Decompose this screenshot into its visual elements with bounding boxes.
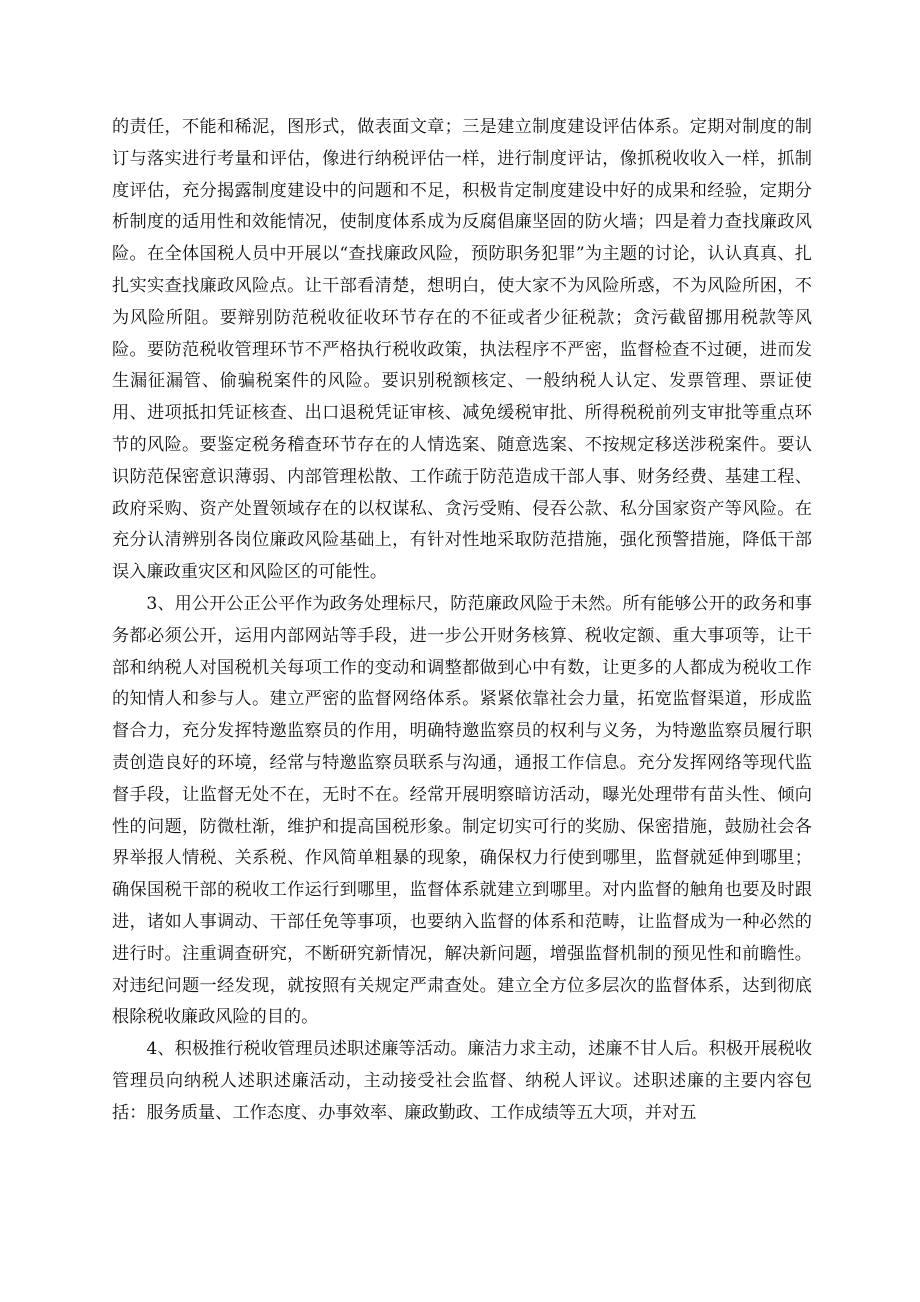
- paragraph-risk-control: 的责任，不能和稀泥，图形式，做表面文章；三是建立制度建设评估体系。定期对制度的制订与落实进行考量和评估，像进行纳税评估一样，进行制度评诂，像抓税收收入一样，抓制度评估，充分揭露制度建设中的问题和不足，积极肯定制度建设中好的成果和经验，定期分析制度的适用性和效能情况，使制度体系成为反腐倡廉坚固的防火墙；四是着力查找廉政风险。在全体国税人员中开展以“查找廉政风险，预防职务犯罪”为主题的讨论，认认真真、扎扎实实查找廉政风险点。让干部看清楚，想明白，使大家不为风险所惑，不为风险所困，不为风险所阻。要辩别防范税收征收环节存在的不征或者少征税款；贪污截留挪用税款等风险。要防范税收管理环节不严格执行税收政策，执法程序不严密，监督检查不过硬，进而发生漏征漏管、偷骗税案件的风险。要识别税额核定、一般纳税人认定、发票管理、票证使用、进项抵扣凭证核查、出口退税凭证审核、减免缓税审批、所得税税前列支审批等重点环节的风险。要鉴定税务稽查环节存在的人情选案、随意选案、不按规定移送涉税案件。要认识防范保密意识薄弱、内部管理松散、工作疏于防范造成干部人事、财务经费、基建工程、政府采购、资产处置领域存在的以权谋私、贪污受贿、侵吞公款、私分国家资产等风险。在充分认清辨别各岗位廉政风险基础上，有针对性地采取防范措施，强化预警措施，降低干部误入廉政重灾区和风险区的可能性。: [112, 117, 812, 583]
- paragraph-manager-report: 4、积极推行税收管理员述职述廉等活动。廉洁力求主动，述廉不甘人后。积极开展税收管理员向纳税人述职述廉活动，主动接受社会监督、纳税人评议。述职述廉的主要内容包括：服务质量、工作态度、办事效率、廉政勤政、工作成绩等五大项，并对五: [112, 1039, 812, 1123]
- paragraph-openness-supervision: 3、用公开公正公平作为政务处理标尺，防范廉政风险于未然。所有能够公开的政务和事务都必须公开，运用内部网站等手段，进一步公开财务核算、税收定额、重大事项等，让干部和纳税人对国税机关每项工作的变动和调整都做到心中有数，让更多的人都成为税收工作的知情人和参与人。建立严密的监督网络体系。紧紧依靠社会力量，拓宽监督渠道，形成监督合力，充分发挥特邀监察员的作用，明确特邀监察员的权利与义务，为特邀监察员履行职责创造良好的环境，经常与特邀监察员联系与沟通，通报工作信息。充分发挥网络等现代监督手段，让监督无处不在，无时不在。经常开展明察暗访活动，曝光处理带有苗头性、倾向性的问题，防微杜渐，维护和提高国税形象。制定切实可行的奖励、保密措施，鼓励社会各界举报人情税、关系税、作风简单粗暴的现象，确保权力行使到哪里，监督就延伸到哪里；确保国税干部的税收工作运行到哪里，监督体系就建立到哪里。对内监督的触角也要及时跟进，诸如人事调动、干部任免等事项，也要纳入监督的体系和范畴，让监督成为一种必然的进行时。注重调查研究，不断研究新情况，解决新问题，增强监督机制的预见性和前瞻性。对违纪问题一经发现，就按照有关规定严肃查处。建立全方位多层次的监督体系，达到彻底根除税收廉政风险的目的。: [112, 593, 812, 1028]
- document-page: [112, 112, 812, 1130]
